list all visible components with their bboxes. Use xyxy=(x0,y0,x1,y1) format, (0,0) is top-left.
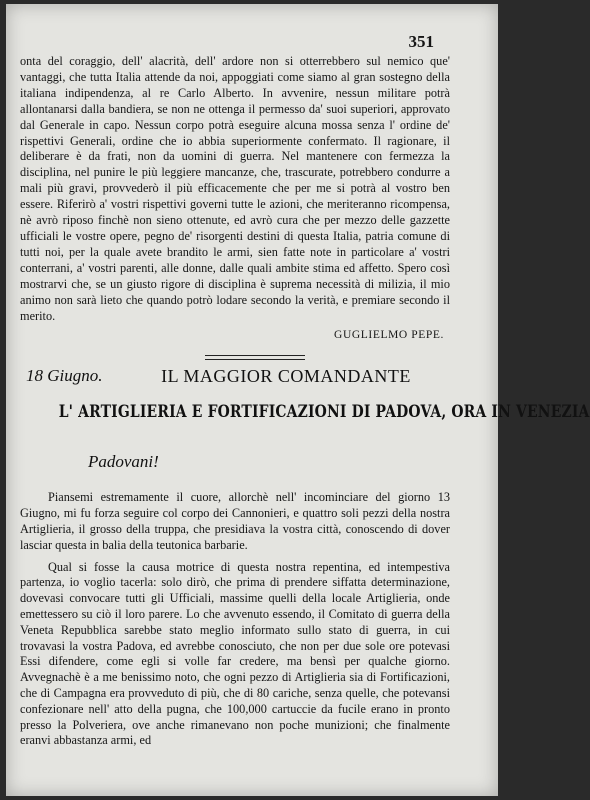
section-divider xyxy=(205,355,305,360)
page-number: 351 xyxy=(408,32,434,51)
book-page xyxy=(6,4,590,796)
salutation: Padovani! xyxy=(88,452,159,472)
section-heading: IL MAGGIOR COMANDANTE xyxy=(161,366,411,387)
letter-paragraph-2: Qual si fosse la causa motrice di questa nostra repentina, ed intempestiva partenza, io voglio tacerla: solo dirò, che prima di prendere siffatta determinazione, dovevasi convocare tutti gli Ufficiali, massime quelli della locale Artiglieria, onde emettessero su ciò il loro parere. Lo che avvenuto essendo, il Comitato di guerra della Veneta Repubblica sarebbe stato meglio informato sullo stato di guerra, in cui trovavasi la vostra Padova, ed avrebbe conosciuto, che non per due sole ore potevasi Essi difendere, come egli si volle far credere, ma bensì per qualche giorno. Avvegnachè è a me benissimo noto, che ogni pezzo di Artiglieria sia di Fortificazioni, che di Campagna era provveduto di più, che di 80 cariche, senza quelle, che potevansi confezionare nell' atto della pugna, che 100,000 cartuccie da fucile erano in pronto presso la Polveriera, ove anche rimanevano non poche munizioni; che finalmente eranvi abbastanza armi, ed xyxy=(20,559,450,748)
letter-paragraph-1: Piansemi estremamente il cuore, allorchè nell' incominciare del giorno 13 Giugno, mi fu forza seguire col corpo dei Cannonieri, e quattro soli pezzi della nostra Artiglieria, il grosso della truppa, che presidiava la vostra città, conoscendo di dover lasciar questa in balia della teutonica barbarie. xyxy=(20,490,450,552)
section-header xyxy=(20,364,450,394)
proclamation-paragraph: onta del coraggio, dell' alacrità, dell' ardore non si otterrebbero sul nemico que' vantaggi, che tutta Italia attende da noi, appoggiati come siamo al gran sostegno della italiana indipendenza, al re Carlo Alberto. In avvenire, nessun militare potrà allontanarsi dalla bandiera, se non ne ottenga il permesso da' suoi superiori, approvato dal Generale in capo. Nessun corpo potrà eseguire alcuna mossa senza l' ordine de' rispettivi Generali, ordine che io abbia superiormente confermato. Il ragionare, il deliberare è da frati, non da uomini di guerra. Nel mantenere con fermezza la disciplina, nel punire le più leggiere mancanze, che, trascurate, potrebbero condurre a mali più gravi, provvederò il più efficacemente che per me si potrà al vostro ben essere. Riferirò a' vostri rispettivi governi tutte le azioni, che meriteranno ricompensa, nè avrò riposo finchè non sieno ottenute, ed avrò cura che per mezzo delle gazzette ufficiali le vostre opere, pegno de' risorgenti destini di questa Italia, patria comune di tutti noi, per la quale avete brandito le armi, sien fatte note in particolare a' vostri conterrani, a' vostri parenti, alle donne, dalle quali ambite stima ed affetto. Spero così mostrarvi che, se un giusto rigore di disciplina è suprema necessità di milizia, il mio animo non sarà lieto che quando potrò lodare secondo la verità, e premiare secondo il merito. xyxy=(20,54,450,323)
section-subheading: L' ARTIGLIERIA E FORTIFICAZIONI DI PADOVA, ORA IN VENEZIA xyxy=(58,402,590,423)
date-label: 18 Giugno. xyxy=(26,366,103,386)
page-body xyxy=(20,54,590,749)
signature: GUGLIELMO PEPE. xyxy=(334,329,444,342)
